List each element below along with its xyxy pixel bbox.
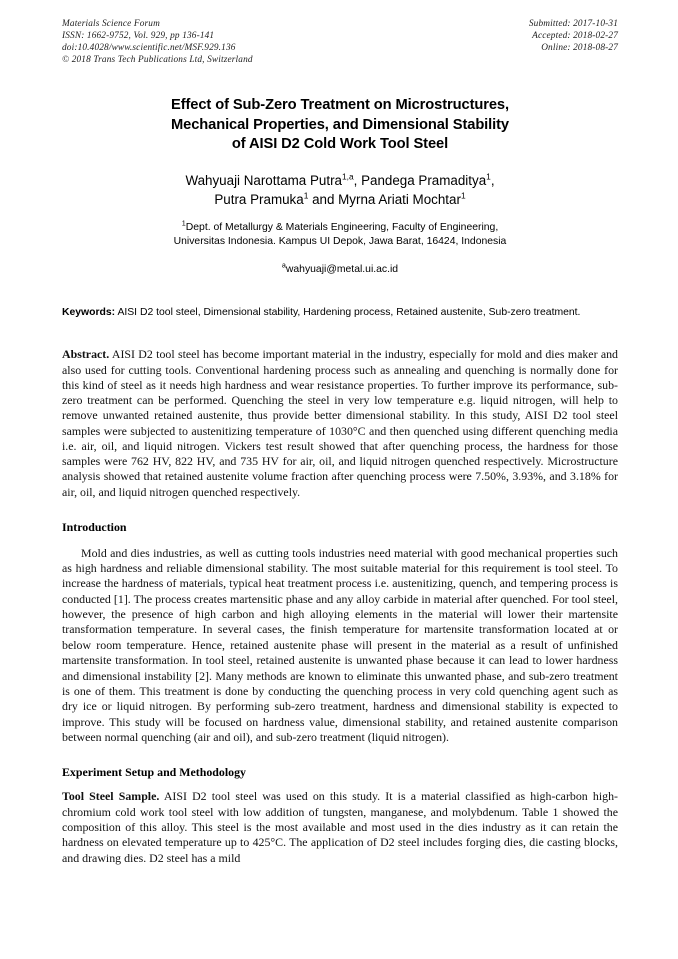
author-list xyxy=(62,171,618,210)
keywords-block xyxy=(62,305,618,320)
keywords-text: AISI D2 tool steel, Dimensional stability, Hardening process, Retained austenite, Sub-zero treatment. xyxy=(115,306,581,318)
title-line-2: Mechanical Properties, and Dimensional Stability xyxy=(170,116,509,133)
tool-steel-sample-paragraph xyxy=(62,789,618,866)
publication-dates-block xyxy=(529,18,618,54)
abstract-block xyxy=(62,347,618,500)
tool-steel-sample-subheading: Tool Steel Sample. xyxy=(62,789,160,804)
email-marker: a xyxy=(281,260,286,270)
corresponding-email[interactable] xyxy=(62,260,618,277)
issn-line: ISSN: 1662-9752, Vol. 929, pp 136-141 xyxy=(62,31,215,42)
email-address: wahyuaji@metal.ui.ac.id xyxy=(285,263,399,275)
author-name-1: Wahyuaji Narottama Putra xyxy=(185,172,342,188)
submitted-date: Submitted: 2017-10-31 xyxy=(528,19,618,29)
tool-steel-sample-text: AISI D2 tool steel was used on this study. It is a material classified as high-carbon high-chromium cold work tool steel with low addition of tungsten, manganese, and molybdenum. Table 1 showed the composition of this alloy. This steel is the most available and most used in the dies industry as it can retain the hardness on elevated temperature up to 425°C. The application of D2 steel includes forging dies, die casting blocks, and drawing dies. D2 steel has a mild xyxy=(62,789,618,865)
running-header xyxy=(62,18,618,66)
author-affiliation-marker-4: 1 xyxy=(460,190,466,201)
author-affiliation-marker-1: 1,a xyxy=(341,171,354,182)
author-name-3: Putra Pramuka xyxy=(214,192,304,208)
author-affiliation-marker-2: 1 xyxy=(486,171,491,182)
copyright-line: © 2018 Trans Tech Publications Ltd, Switzerland xyxy=(62,55,253,66)
affiliation-block xyxy=(62,218,618,250)
introduction-heading: Introduction xyxy=(62,519,127,534)
journal-name: Materials Science Forum xyxy=(62,19,160,29)
introduction-paragraph: Mold and dies industries, as well as cutting tools industries need material with good mechanical properties such as high hardness and reliable dimensional stability. The most suitable material for this requirement is tool steel. To increase the hardness of materials, typical heat treatment process i.e. austenitizing, quench, and tempering process is conducted [1]. The process creates martensitic phase and any alloy carbide in material after quenched. For tool steel, however, the presence of high carbon and high alloying elements in the material will lower their martensite transformation temperature. In several cases, the finish temperature for martensite transformation located at or below room temperature. Hence, retained austenite phase will present in the material as a result of unfinished martensite transformation. In tool steel, retained austenite is unwanted phase because it can lead to lower hardness and dimensional instability [2]. Many methods are known to eliminate this unwanted phase, and sub-zero treatment is one of them. This treatment is done by conducting the quenching process in very cold quenching agent such as dry ice or liquid nitrogen. By performing sub-zero treatment, hardness and dimensional stability is expected to improve. This study will be focused on hardness value, dimensional stability, and retained austenite comparison between normal quenching (air and oil), and sub-zero treatment (liquid nitrogen). xyxy=(62,545,618,744)
affiliation-marker: 1 xyxy=(181,218,186,228)
paper-title xyxy=(62,96,618,154)
abstract-label: Abstract. xyxy=(62,347,110,362)
author-affiliation-marker-3: 1 xyxy=(303,190,309,201)
affiliation-line-1: Dept. of Metallurgy & Materials Engineering, Faculty of Engineering, xyxy=(185,221,499,233)
experiment-heading: Experiment Setup and Methodology xyxy=(62,765,246,780)
abstract-text: AISI D2 tool steel has become important material in the industry, especially for mold and dies maker and also used for cutting tools. Conventional hardening process such as annealing and quenching is normally done for this kind of steel as it needs high hardness and wear resistance properties. To further improve its performance, sub-zero treatment can be performed. Quenching the steel in very low temperature e.g. liquid nitrogen, will help to remove unwanted retained austenite, thus provide better dimensional stability. In this study, AISI D2 tool steel samples were subjected to austenitizing temperature of 1030°C and then quenched using different quenching media i.e. air, oil, and liquid nitrogen. Vickers test result showed that after quenching process, the hardness for those samples were 762 HV, 822 HV, and 735 HV for air, oil, and liquid nitrogen quenched respectively. Microstructure analysis showed that retained austenite volume fraction after quenching process were 7.50%, 3.93%, and 3.18% for air, oil, and liquid nitrogen quenched respectively. xyxy=(62,347,618,499)
doi-line: doi:10.4028/www.scientific.net/MSF.929.136 xyxy=(62,43,236,54)
author-name-4: and Myrna Ariati Mochtar xyxy=(308,192,461,208)
accepted-date: Accepted: 2018-02-27 xyxy=(532,31,618,42)
keywords-label: Keywords: xyxy=(62,306,116,318)
journal-info-block xyxy=(62,18,253,66)
affiliation-line-2: Universitas Indonesia. Kampus UI Depok, Jawa Barat, 16424, Indonesia xyxy=(173,236,507,248)
online-date: Online: 2018-08-27 xyxy=(541,43,618,54)
title-line-3: of AISI D2 Cold Work Tool Steel xyxy=(231,136,449,153)
author-separator-2: , xyxy=(490,172,495,188)
author-separator-1: , Pandega Pramaditya xyxy=(353,172,487,188)
title-line-1: Effect of Sub-Zero Treatment on Microstructures, xyxy=(171,97,509,114)
